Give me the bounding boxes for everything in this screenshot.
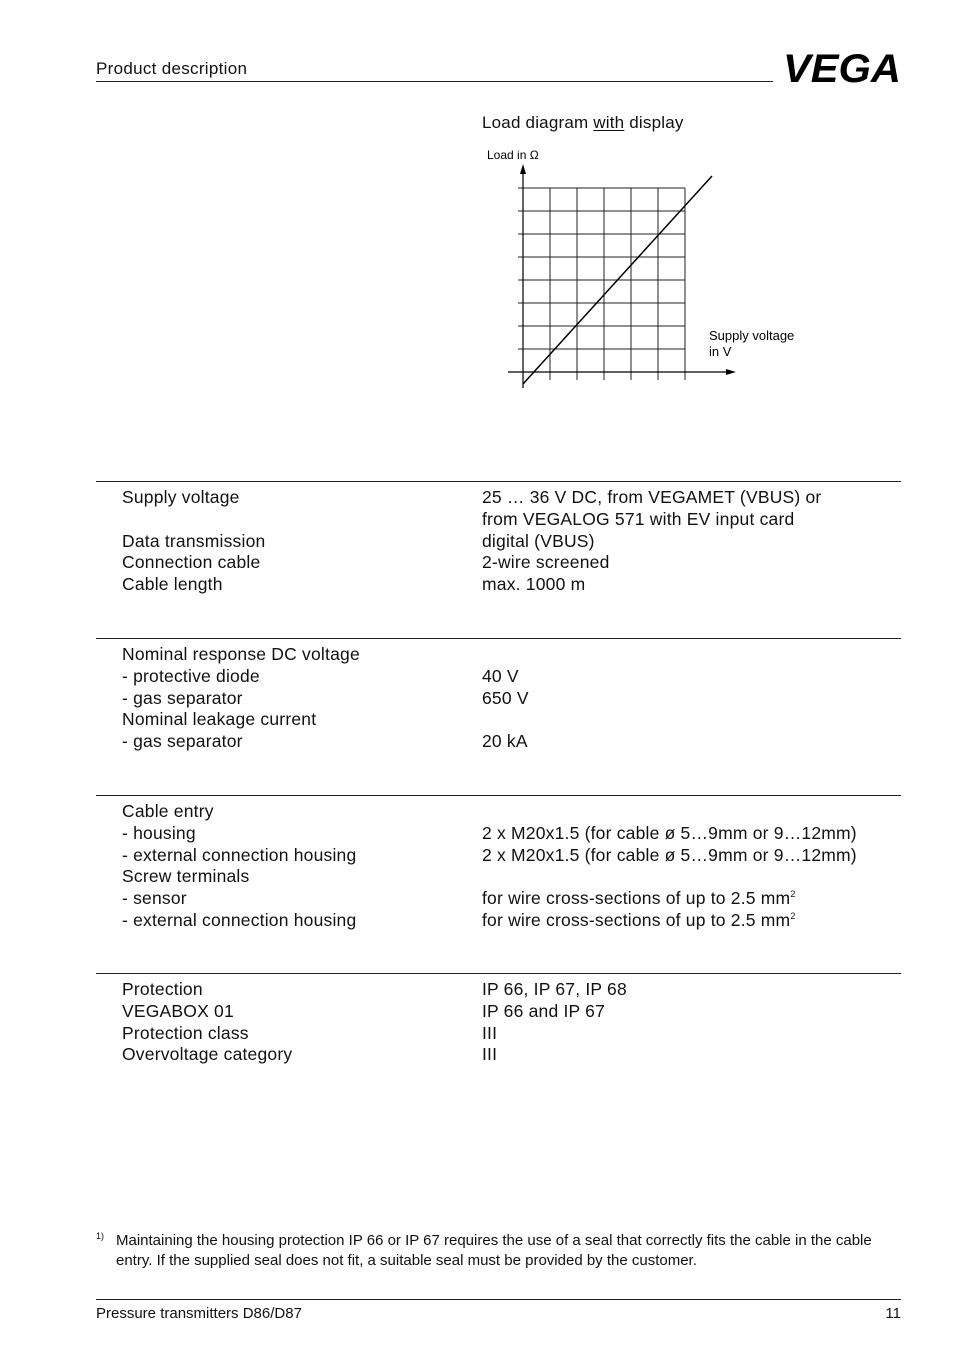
chart-grid — [523, 188, 685, 372]
spec-label: - protective diode — [122, 665, 260, 686]
spec-value-text: from VEGALOG 571 with EV input card — [482, 508, 795, 529]
spec-value-text: digital (VBUS) — [482, 530, 595, 551]
spec-value — [482, 1000, 605, 1022]
spec-label: - external connection housing — [122, 910, 357, 930]
header-rule — [96, 81, 773, 82]
footer-rule — [96, 1299, 901, 1300]
spec-value — [482, 844, 857, 866]
section-rule — [96, 481, 901, 482]
spec-value — [482, 1043, 497, 1065]
spec-value-text: for wire cross-sections of up to 2.5 mm — [482, 910, 791, 930]
spec-label: VEGABOX 01 — [122, 1000, 234, 1021]
spec-label: - sensor — [122, 888, 187, 909]
spec-label: Nominal leakage current — [122, 709, 317, 730]
section-rule — [96, 795, 901, 796]
chart-ticks — [518, 188, 685, 380]
spec-value-text: 2 x M20x1.5 (for cable ø 5…9mm or 9…12mm) — [482, 822, 857, 843]
y-axis-label: Load in Ω — [487, 148, 539, 162]
logo-text: VEGA — [783, 47, 901, 91]
spec-value — [482, 978, 627, 1000]
spec-label: - gas separator — [122, 687, 243, 708]
spec-label: Overvoltage category — [122, 1044, 293, 1065]
spec-label: Data transmission — [122, 530, 266, 551]
spec-value-text: max. 1000 m — [482, 574, 586, 595]
section-rule — [96, 973, 901, 974]
spec-label: Protection class — [122, 1022, 249, 1043]
spec-value — [482, 687, 529, 709]
load-diagram — [480, 140, 795, 400]
spec-label: Cable length — [122, 574, 223, 595]
spec-value-text: 40 V — [482, 665, 519, 686]
page-number: 11 — [885, 1305, 901, 1322]
spec-value — [482, 730, 528, 752]
superscript: 2 — [790, 911, 796, 922]
spec-value-text: for wire cross-sections of up to 2.5 mm — [482, 888, 791, 909]
spec-value — [482, 1022, 497, 1044]
spec-value — [482, 508, 794, 530]
spec-value-text: 650 V — [482, 687, 529, 708]
spec-value — [482, 573, 585, 595]
spec-value-text: 25 … 36 V DC, from VEGAMET (VBUS) or — [482, 487, 822, 507]
spec-value — [482, 551, 610, 573]
spec-label: Protection — [122, 979, 203, 999]
spec-value — [482, 665, 519, 687]
spec-value — [482, 887, 796, 909]
spec-label: - external connection housing — [122, 844, 357, 865]
footer-document-title: Pressure transmitters D86/D87 — [96, 1305, 302, 1322]
y-axis-arrow — [520, 164, 526, 174]
spec-value-text: III — [482, 1044, 498, 1065]
spec-label: Connection cable — [122, 552, 261, 573]
spec-value — [482, 530, 595, 552]
spec-label: - gas separator — [122, 731, 243, 752]
section-title: Product description — [96, 59, 248, 78]
spec-value — [482, 486, 821, 508]
diagram-title: Load diagram with display — [482, 113, 684, 132]
spec-label: Supply voltage — [122, 487, 240, 507]
spec-label: Nominal response DC voltage — [122, 644, 360, 664]
superscript: 2 — [790, 889, 796, 900]
spec-value-text: III — [482, 1022, 498, 1043]
footnote-marker: 1) — [96, 1231, 105, 1241]
spec-value-text: IP 66 and IP 67 — [482, 1000, 606, 1021]
x-axis-arrow — [726, 369, 736, 375]
spec-value-text: IP 66, IP 67, IP 68 — [482, 979, 627, 999]
vega-logo — [782, 47, 902, 91]
spec-label: Cable entry — [122, 801, 214, 821]
spec-value — [482, 909, 796, 931]
spec-value-text: 2 x M20x1.5 (for cable ø 5…9mm or 9…12mm) — [482, 844, 857, 865]
spec-value — [482, 822, 857, 844]
x-axis-label-line1: Supply voltage — [709, 328, 795, 343]
x-axis-label-line2: in V — [709, 344, 732, 359]
spec-value-text: 20 kA — [482, 731, 528, 752]
footnote-text: Maintaining the housing protection IP 66 or IP 67 requires the use of a seal that correctly fits the cable in the cable entry. If the supplied seal does not fit, a suitable seal must be provided by the customer. — [116, 1232, 872, 1269]
spec-value-text: 2-wire screened — [482, 552, 610, 573]
spec-label: Screw terminals — [122, 866, 250, 887]
section-rule — [96, 638, 901, 639]
spec-label: - housing — [122, 822, 196, 843]
